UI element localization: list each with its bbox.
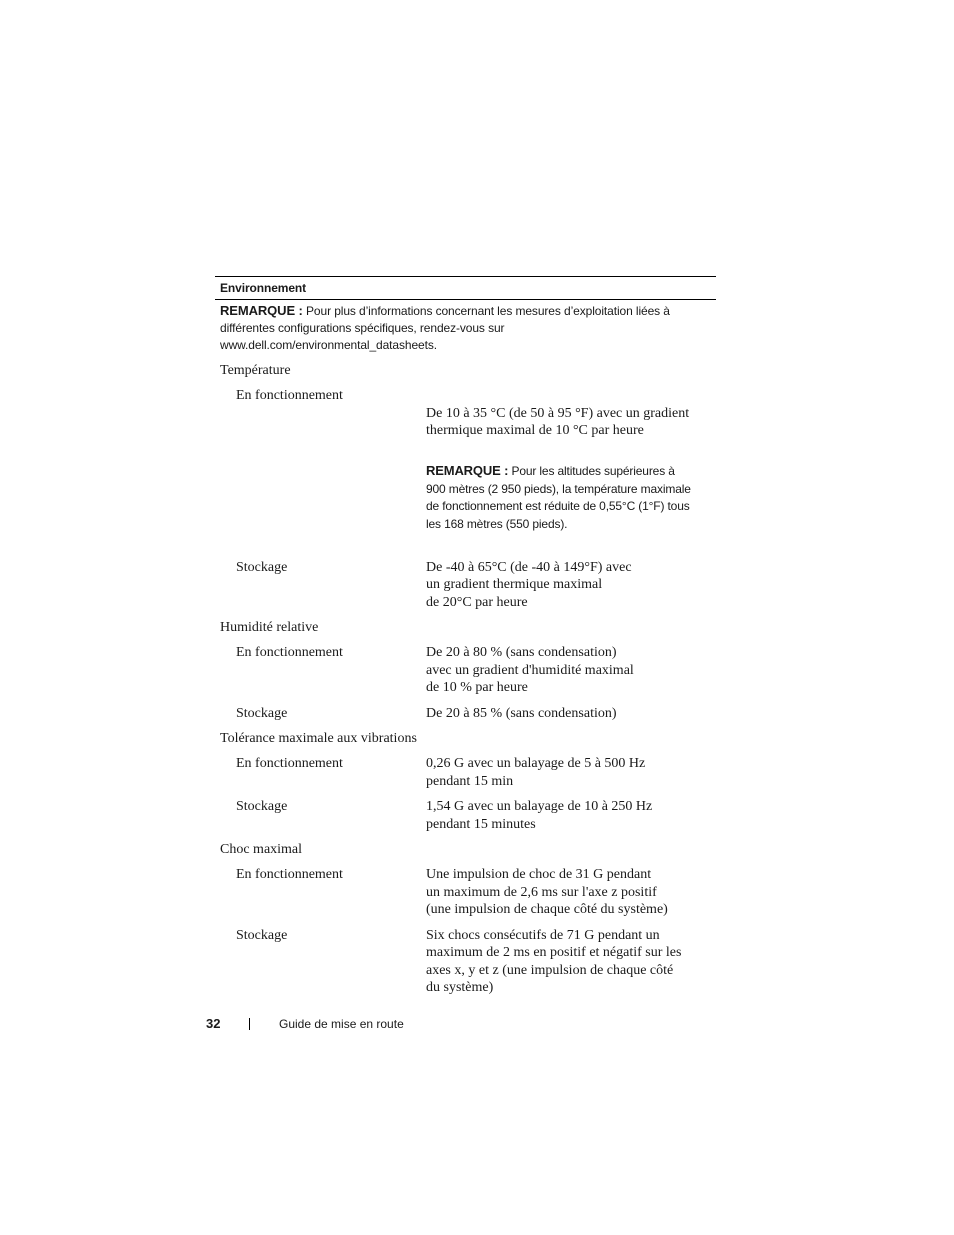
section-title: Humidité relative bbox=[220, 620, 319, 635]
row-label: Stockage bbox=[236, 559, 288, 575]
row-label: Stockage bbox=[236, 705, 288, 721]
page-footer bbox=[206, 1015, 404, 1033]
row-value: Six chocs consécutifs de 71 G pendant un maximum de 2 ms en positif et négatif sur les axes x, y et z (une impulsion de chaque côté du système) bbox=[426, 927, 682, 995]
footer-separator bbox=[249, 1018, 250, 1030]
table-row bbox=[215, 866, 716, 919]
section-vibration bbox=[215, 730, 716, 833]
row-label: En fonctionnement bbox=[236, 756, 343, 771]
table-row bbox=[215, 387, 716, 551]
datasheet-link[interactable]: www.dell.com/environmental_datasheets bbox=[220, 338, 434, 352]
row-value: De 20 à 80 % (sans condensation) avec un gradient d'humidité maximal de 10 % par heure bbox=[426, 645, 634, 695]
table-row bbox=[215, 644, 716, 697]
row-label: En fonctionnement bbox=[236, 867, 343, 882]
section-title: Tolérance maximale aux vibrations bbox=[220, 731, 417, 746]
table-row bbox=[215, 559, 716, 612]
section-humidity bbox=[215, 619, 716, 722]
table-header: Environnement bbox=[215, 276, 716, 300]
table-row bbox=[215, 927, 716, 997]
row-value: Une impulsion de choc de 31 G pendant un maximum de 2,6 ms sur l'axe z positif (une impulsion de chaque côté du système) bbox=[426, 867, 668, 917]
row-value: De 10 à 35 °C (de 50 à 95 °F) avec un gradient thermique maximal de 10 °C par heure bbox=[426, 405, 690, 438]
row-label: Stockage bbox=[236, 799, 288, 814]
section-title: Température bbox=[220, 363, 291, 378]
general-note bbox=[215, 300, 716, 354]
note-text: Pour plus d’informations concernant les mesures d’exploitation liées à différentes configurations spécifiques, rendez-vous sur bbox=[220, 304, 670, 335]
row-label: Stockage bbox=[236, 927, 288, 943]
table-row bbox=[215, 705, 716, 723]
row-value: 0,26 G avec un balayage de 5 à 500 Hz pendant 15 min bbox=[426, 756, 646, 789]
altitude-note bbox=[426, 462, 696, 533]
row-value: De 20 à 85 % (sans condensation) bbox=[426, 705, 617, 721]
row-label: En fonctionnement bbox=[236, 388, 343, 403]
section-temperature bbox=[215, 362, 716, 611]
row-label: En fonctionnement bbox=[236, 645, 343, 660]
page-number: 32 bbox=[206, 1016, 221, 1031]
note-label: REMARQUE : bbox=[426, 463, 509, 478]
table-row bbox=[215, 755, 716, 790]
row-value: 1,54 G avec un balayage de 10 à 250 Hz pendant 15 minutes bbox=[426, 799, 653, 832]
environment-spec-table bbox=[215, 276, 716, 1005]
section-shock bbox=[215, 841, 716, 997]
note-text: Pour les altitudes supérieures à 900 mètres (2 950 pieds), la température maximale de fonctionnement est réduite de 0,55°C (1°F) tous les 168 mètres (550 pieds). bbox=[426, 464, 691, 531]
note-label: REMARQUE : bbox=[220, 303, 303, 318]
note-trailing: . bbox=[433, 338, 437, 352]
row-value: De -40 à 65°C (de -40 à 149°F) avec un gradient thermique maximal de 20°C par heure bbox=[426, 559, 632, 610]
row-value-cell bbox=[426, 387, 696, 551]
section-title: Choc maximal bbox=[220, 842, 303, 857]
table-row bbox=[215, 798, 716, 833]
footer-title: Guide de mise en route bbox=[279, 1017, 404, 1031]
